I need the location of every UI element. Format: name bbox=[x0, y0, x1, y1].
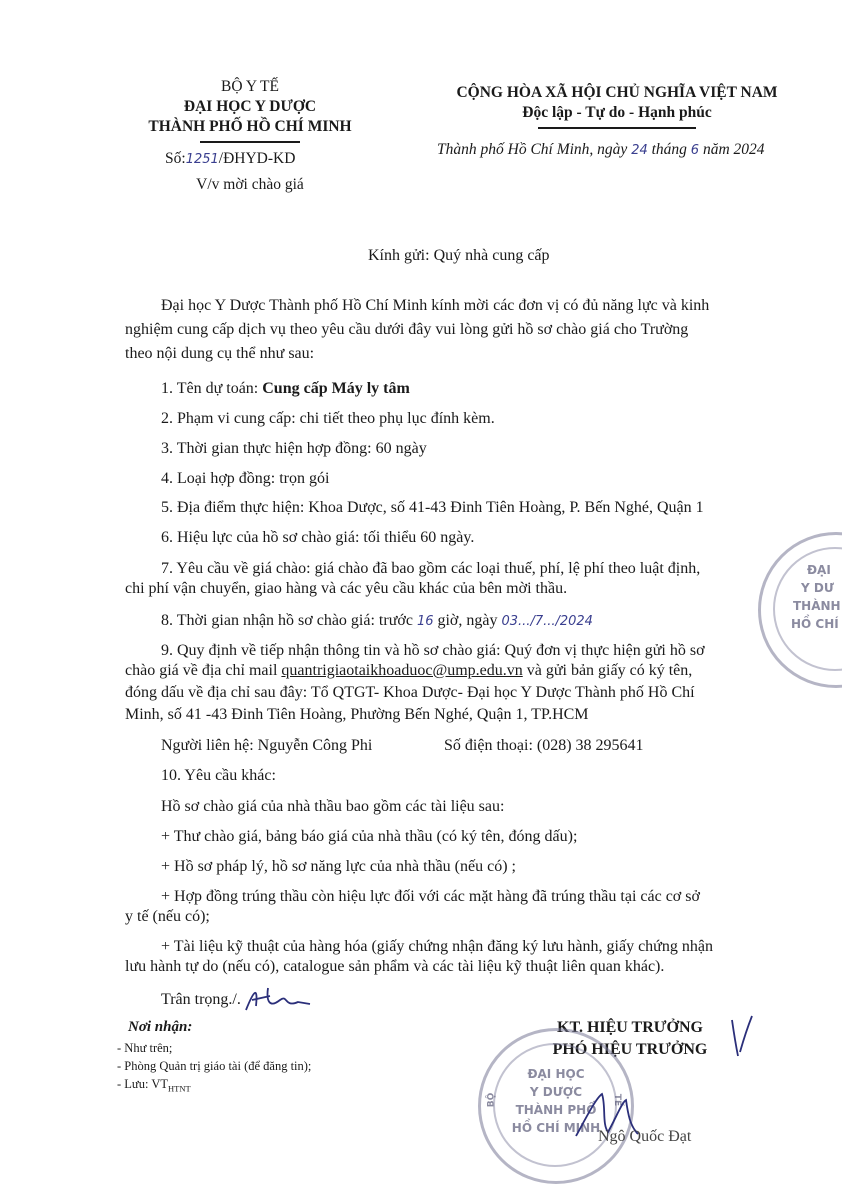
side-stamp-line-4: HỒ CHÍ bbox=[791, 617, 839, 631]
side-stamp-line-3: THÀNH bbox=[793, 599, 841, 613]
contact-person: Người liên hệ: Nguyễn Công Phi bbox=[161, 737, 373, 754]
item-6: 6. Hiệu lực của hồ sơ chào giá: tối thiểu 60 ngày. bbox=[161, 529, 475, 546]
document-2: + Hồ sơ pháp lý, hồ sơ năng lực của nhà thầu (nếu có) ; bbox=[161, 858, 516, 875]
document-3-line-2: y tế (nếu có); bbox=[125, 908, 210, 925]
date-prefix: Thành phố Hồ Chí Minh, ngày bbox=[437, 141, 628, 158]
number-suffix: /ĐHYD-KD bbox=[218, 150, 296, 167]
ministry-name: BỘ Y TẾ bbox=[221, 78, 279, 95]
item-9-line-2 bbox=[125, 662, 692, 680]
side-stamp-line-1: ĐẠI bbox=[807, 563, 831, 577]
date-year: năm 2024 bbox=[702, 141, 765, 158]
document-4-line-2: lưu hành tự do (nếu có), catalogue sản phẩm và các tài liệu kỹ thuật liên quan khác). bbox=[125, 958, 665, 975]
header-left-divider bbox=[200, 141, 300, 143]
item-8 bbox=[161, 612, 593, 630]
contact-email-link[interactable]: quantrigiaotaikhoaduoc@ump.edu.vn bbox=[281, 662, 523, 679]
item-8-prefix: 8. Thời gian nhận hồ sơ chào giá: trước bbox=[161, 612, 417, 629]
item-1-label: 1. Tên dự toán: bbox=[161, 380, 263, 397]
stamp-line-1: ĐẠI HỌC bbox=[527, 1067, 585, 1081]
recipient-2: - Phòng Quản trị giáo tài (để đăng tin); bbox=[117, 1059, 312, 1073]
item-7-line-1: 7. Yêu cầu về giá chào: giá chào đã bao gồm các loại thuế, phí, lệ phí theo luật định, bbox=[161, 560, 701, 577]
signature-title-2: PHÓ HIỆU TRƯỞNG bbox=[552, 1041, 708, 1058]
greeting: Kính gửi: Quý nhà cung cấp bbox=[368, 247, 550, 264]
document-date bbox=[437, 141, 765, 159]
stamp-side-right: TẾ bbox=[612, 1093, 623, 1107]
item-5: 5. Địa điểm thực hiện: Khoa Dược, số 41-43 Đinh Tiên Hoàng, P. Bến Nghé, Quận 1 bbox=[161, 499, 704, 516]
item-8-hour: 16 bbox=[416, 614, 434, 629]
intro-line-3: theo nội dung cụ thể như sau: bbox=[125, 345, 315, 362]
document-number bbox=[165, 150, 295, 168]
document-1: + Thư chào giá, bảng báo giá của nhà thầu (có ký tên, đóng dấu); bbox=[161, 828, 578, 845]
intro-line-1: Đại học Y Dược Thành phố Hồ Chí Minh kính mời các đơn vị có đủ năng lực và kinh bbox=[161, 297, 710, 314]
stamp-line-3: THÀNH PHỐ bbox=[515, 1103, 597, 1117]
stamp-line-4: HỒ CHÍ MINH bbox=[511, 1121, 601, 1135]
item-10: 10. Yêu cầu khác: bbox=[161, 767, 276, 784]
item-8-mid: giờ, ngày bbox=[433, 612, 502, 629]
date-month-label: tháng bbox=[651, 141, 687, 158]
country-motto: Độc lập - Tự do - Hạnh phúc bbox=[522, 104, 712, 121]
item-4: 4. Loại hợp đồng: trọn gói bbox=[161, 470, 330, 487]
document-subject: V/v mời chào giá bbox=[196, 176, 304, 193]
closing: Trân trọng./. bbox=[161, 991, 241, 1008]
date-month: 6 bbox=[690, 143, 700, 158]
contact-phone: Số điện thoại: (028) 38 295641 bbox=[444, 737, 644, 754]
item-8-date: 03.../7.../2024 bbox=[501, 614, 593, 629]
header-right-divider bbox=[538, 127, 696, 129]
date-day: 24 bbox=[631, 143, 648, 158]
signature-title-1: KT. HIỆU TRƯỞNG bbox=[557, 1019, 703, 1036]
number-handwritten: 1251 bbox=[185, 152, 219, 167]
document-3-line-1: + Hợp đồng trúng thầu còn hiệu lực đối với các mặt hàng đã trúng thầu tại các cơ sở bbox=[161, 888, 700, 905]
item-9-line-3: đóng dấu về địa chỉ sau đây: Tổ QTGT- Khoa Dược- Đại học Y Dược Thành phố Hồ Chí bbox=[125, 684, 695, 701]
recipient-1: - Như trên; bbox=[117, 1041, 173, 1055]
document-4-line-1: + Tài liệu kỹ thuật của hàng hóa (giấy chứng nhận đăng ký lưu hành, giấy chứng nhận bbox=[161, 938, 713, 955]
item-9-line-2-prefix: chào giá về địa chỉ mail bbox=[125, 662, 282, 679]
country-name: CỘNG HÒA XÃ HỘI CHỦ NGHĨA VIỆT NAM bbox=[456, 84, 778, 101]
recipient-3 bbox=[117, 1077, 191, 1094]
item-2: 2. Phạm vi cung cấp: chi tiết theo phụ lục đính kèm. bbox=[161, 410, 495, 427]
initial-signature-icon bbox=[240, 982, 312, 1018]
item-9-line-2-suffix: và gửi bản giấy có ký tên, bbox=[522, 662, 693, 679]
title-signature-icon bbox=[728, 1012, 756, 1060]
university-name-line1: ĐẠI HỌC Y DƯỢC bbox=[183, 98, 317, 115]
side-stamp-line-2: Y DƯ bbox=[801, 581, 834, 595]
signer-name: Ngô Quốc Đạt bbox=[598, 1128, 692, 1145]
item-7-line-2: chi phí vận chuyển, giao hàng và các yêu cầu khác của bên mời thầu. bbox=[125, 580, 568, 597]
recipient-3-sub: HTNT bbox=[167, 1083, 191, 1094]
side-stamp bbox=[758, 532, 842, 688]
stamp-line-2: Y DƯỢC bbox=[529, 1085, 583, 1099]
stamp-side-left: BỘ bbox=[486, 1092, 497, 1108]
recipient-3-prefix: - Lưu: VT bbox=[117, 1077, 168, 1091]
item-1 bbox=[161, 380, 410, 398]
number-prefix: Số: bbox=[165, 150, 186, 167]
item-9-line-1: 9. Quy định về tiếp nhận thông tin và hồ sơ chào giá: Quý đơn vị thực hiện gửi hồ sơ bbox=[161, 642, 705, 659]
documents-intro: Hồ sơ chào giá của nhà thầu bao gồm các tài liệu sau: bbox=[161, 798, 505, 815]
recipients-title: Nơi nhận: bbox=[128, 1019, 193, 1035]
item-9-line-4: Minh, số 41 -43 Đinh Tiên Hoàng, Phường Bến Nghé, Quận 1, TP.HCM bbox=[125, 706, 589, 723]
item-3: 3. Thời gian thực hiện hợp đồng: 60 ngày bbox=[161, 440, 427, 457]
intro-line-2: nghiệm cung cấp dịch vụ theo yêu cầu dưới đây vui lòng gửi hồ sơ chào giá cho Trường bbox=[125, 321, 689, 338]
item-1-value: Cung cấp Máy ly tâm bbox=[262, 380, 410, 397]
university-name-line2: THÀNH PHỐ HỒ CHÍ MINH bbox=[148, 118, 352, 135]
